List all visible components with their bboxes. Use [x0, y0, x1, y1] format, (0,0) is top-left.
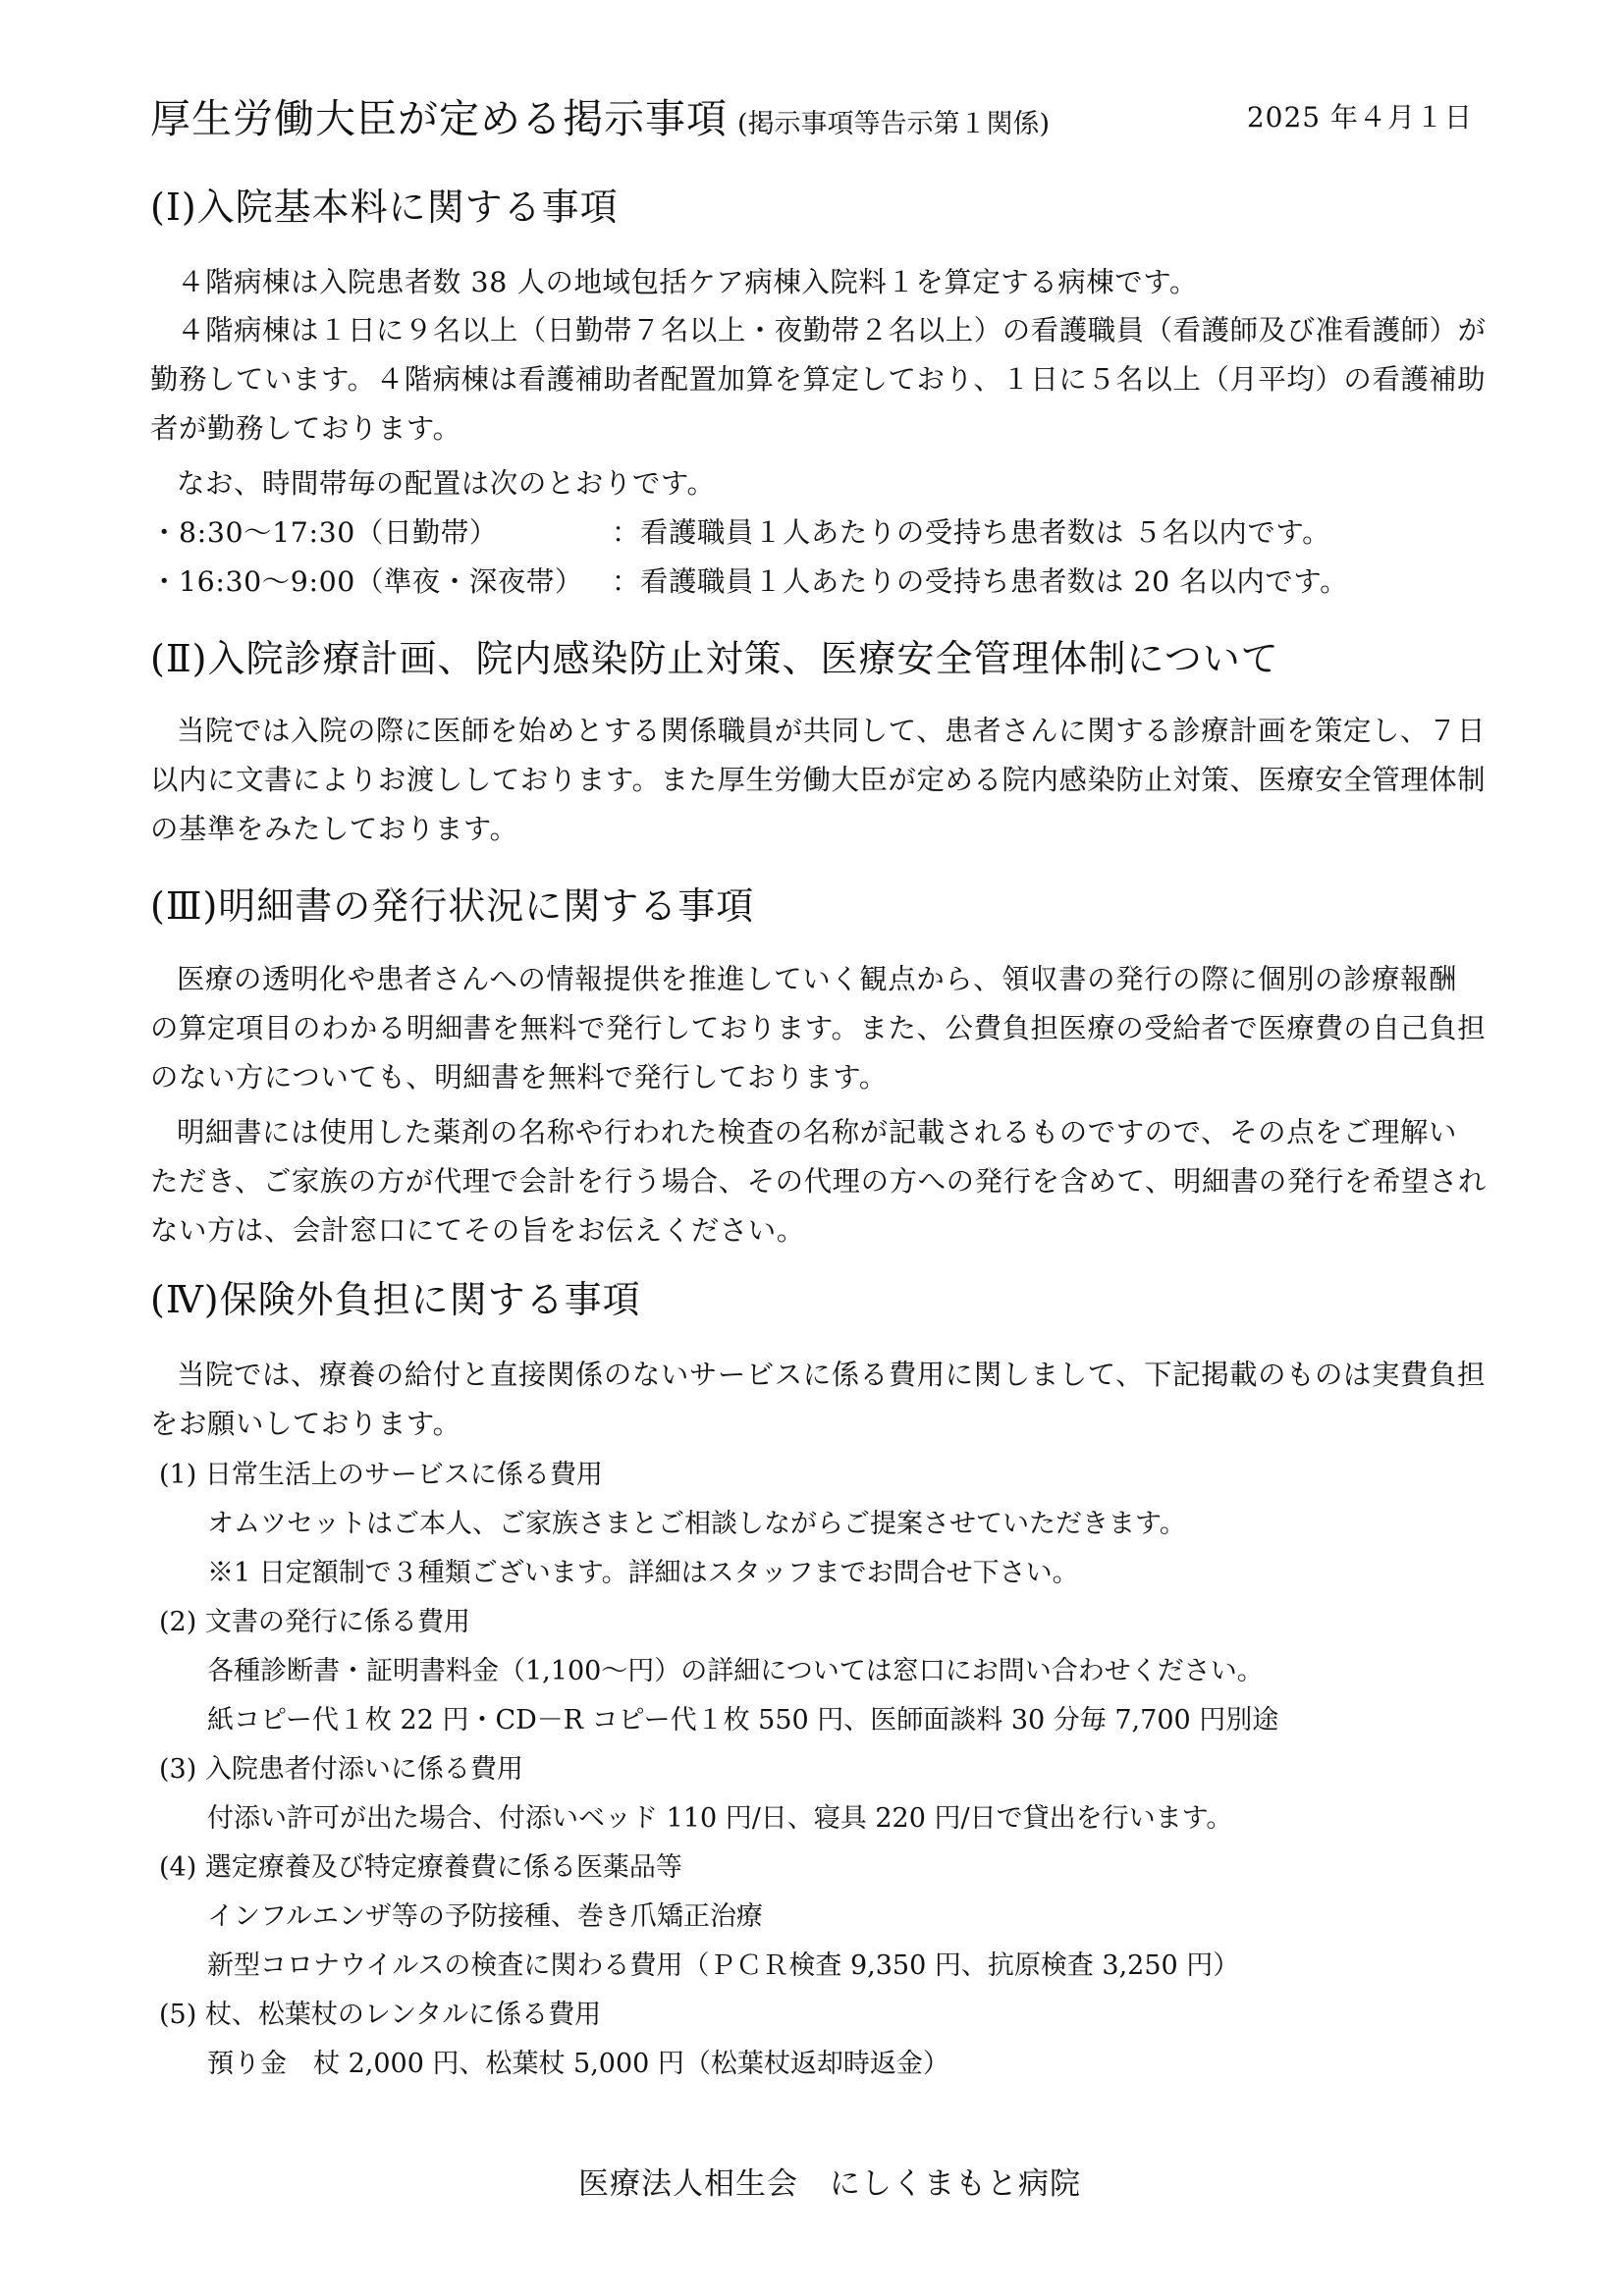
fee-item-detail: 新型コロナウイルスの検査に関わる費用（ＰＣＲ検査 9,350 円、抗原検査 3,250 円）	[207, 1950, 1240, 1981]
section-3-line: 明細書には使用した薬剤の名称や行われた検査の名称が記載されるものですので、その点をご理解い	[177, 1116, 1458, 1148]
page-title: 厚生労働大臣が定める掲示事項	[150, 95, 728, 142]
fee-item-detail: オムツセットはご本人、ご家族さまとご相談しながらご提案させていただきます。	[207, 1509, 1186, 1539]
document-date: 2025 年４月１日	[1246, 101, 1473, 133]
section-3-line: ない方は、会計窓口にてその旨をお伝えください。	[150, 1214, 805, 1247]
schedule-time: ・8:30～17:30（日勤帯）	[150, 516, 498, 549]
schedule-description: ：看護職員１人あたりの受持ち患者数は 20 名以内です。	[612, 565, 1349, 598]
fee-item-detail: 預り金 杖 2,000 円、松葉杖 5,000 円（松葉杖返却時返金）	[207, 2049, 949, 2079]
fee-item-title: (5) 杖、松葉杖のレンタルに係る費用	[159, 2000, 602, 2030]
section-2-heading: (Ⅱ)入院診療計画、院内感染防止対策、医療安全管理体制について	[150, 637, 1279, 680]
section-3-heading: (Ⅲ)明細書の発行状況に関する事項	[150, 884, 755, 928]
section-3-line: の算定項目のわかる明細書を無料で発行しております。また、公費負担医療の受給者で医療費の自己負担	[150, 1012, 1487, 1044]
fee-item-detail: 紙コピー代１枚 22 円・CD－R コピー代１枚 550 円、医師面談料 30 分毎 7,700 円別途	[207, 1705, 1279, 1735]
footer-organization: 医療法人相生会 にしくまもと病院	[578, 2166, 1081, 2202]
section-4-heading: (Ⅳ)保険外負担に関する事項	[150, 1278, 641, 1321]
section-3-line: ただき、ご家族の方が代理で会計を行う場合、その代理の方への発行を含めて、明細書の発行を希望され	[150, 1165, 1487, 1198]
section-1-line: 勤務しています。４階病棟は看護補助者配置加算を算定しており、１日に５名以上（月平均）の看護補助	[150, 363, 1487, 396]
section-1-line: ４階病棟は入院患者数 38 人の地域包括ケア病棟入院料１を算定する病棟です。	[177, 266, 1198, 298]
section-1-heading: (Ⅰ)入院基本料に関する事項	[150, 186, 619, 229]
fee-item-detail: 各種診断書・証明書料金（1,100～円）の詳細については窓口にお問い合わせください。	[207, 1656, 1264, 1686]
section-3-line: のない方についても、明細書を無料で発行しております。	[150, 1061, 888, 1094]
fee-item-detail: 付添い許可が出た場合、付添いベッド 110 円/日、寝具 220 円/日で貸出を行います。	[207, 1803, 1233, 1834]
schedule-time: ・16:30～9:00（準夜・深夜帯）	[150, 565, 583, 598]
fee-item-title: (3) 入院患者付添いに係る費用	[159, 1754, 523, 1785]
page-subtitle: (掲示事項等告示第１関係)	[737, 109, 1051, 139]
fee-item-title: (2) 文書の発行に係る費用	[159, 1607, 470, 1637]
section-2-line: 以内に文書によりお渡ししております。また厚生労働大臣が定める院内感染防止対策、医療安全管理体制	[150, 764, 1487, 796]
page-title-row	[150, 86, 1050, 144]
schedule-description: ：看護職員１人あたりの受持ち患者数は ５名以内です。	[612, 516, 1331, 549]
section-1-line: ４階病棟は１日に９名以上（日勤帯７名以上・夜勤帯２名以上）の看護職員（看護師及び准看護師）が	[177, 314, 1487, 347]
fee-item-title: (1) 日常生活上のサービスに係る費用	[159, 1460, 603, 1490]
fee-item-detail: ※1 日定額制で３種類ございます。詳細はスタッフまでお問合せ下さい。	[207, 1558, 1079, 1588]
section-2-line: の基準をみたしております。	[150, 813, 518, 845]
fee-item-title: (4) 選定療養及び特定療養費に係る医薬品等	[159, 1852, 682, 1883]
section-1-line: 者が勤務しております。	[150, 412, 461, 445]
fee-item-detail: インフルエンザ等の予防接種、巻き爪矯正治療	[207, 1901, 763, 1932]
section-4-line: 当院では、療養の給付と直接関係のないサービスに係る費用に関しまして、下記掲載のものは実費負担	[177, 1359, 1487, 1391]
section-3-line: 医療の透明化や患者さんへの情報提供を推進していく観点から、領収書の発行の際に個別の診療報酬	[177, 963, 1458, 995]
section-1-line: なお、時間帯毎の配置は次のとおりです。	[177, 467, 716, 500]
section-4-line: をお願いしております。	[150, 1408, 461, 1440]
section-2-line: 当院では入院の際に医師を始めとする関係職員が共同して、患者さんに関する診療計画を策定し、７日	[177, 715, 1487, 747]
